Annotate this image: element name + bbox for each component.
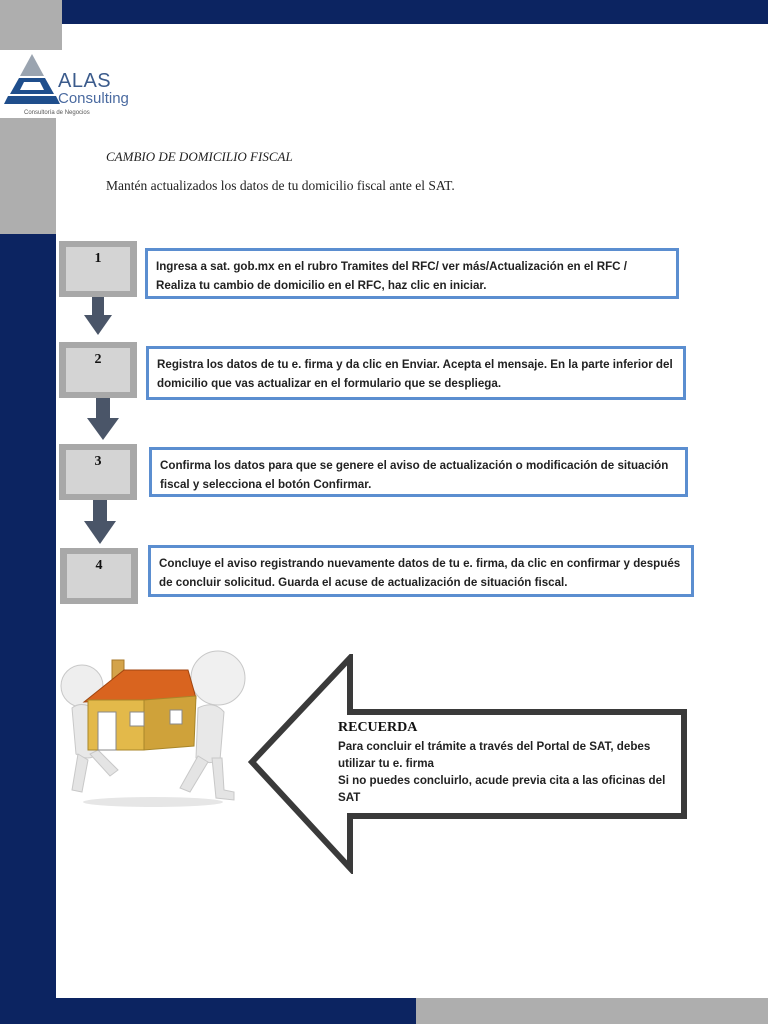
logo-tagline: Consultoría de Negocios bbox=[24, 110, 90, 116]
step-4-text: Concluye el aviso registrando nuevamente datos de tu e. firma, da clic en confirmar y después de concluir solicitud. Guarda el acuse de actualización de situación fiscal. bbox=[159, 557, 681, 589]
step-1-box bbox=[145, 248, 679, 299]
reminder-line-1: Para concluir el trámite a través del Portal de SAT, debes utilizar tu e. firma bbox=[338, 740, 651, 770]
step-2-text: Registra los datos de tu e. firma y da clic en Enviar. Acepta el mensaje. En la parte inferior del domicilio que vas actualizar en el formulario que se despliega. bbox=[157, 358, 673, 390]
step-1-text: Ingresa a sat. gob.mx en el rubro Tramites del RFC/ ver más/Actualización en el RFC / Realiza tu cambio de domicilio en el RFC, haz clic en iniciar. bbox=[156, 260, 627, 292]
reminder-block bbox=[338, 720, 668, 806]
step-2-number-box bbox=[59, 342, 137, 398]
step-1-number: 1 bbox=[66, 247, 130, 291]
page-title: CAMBIO DE DOMICILIO FISCAL bbox=[106, 149, 293, 164]
side-gray-block bbox=[0, 118, 56, 234]
bottom-navy-band bbox=[56, 998, 416, 1024]
down-arrow-icon bbox=[84, 297, 112, 335]
logo-name: ALAS bbox=[58, 70, 112, 92]
step-1-number-box bbox=[59, 241, 137, 297]
step-3-number-box bbox=[59, 444, 137, 500]
reminder-line-2: Si no puedes concluirlo, acude previa cita a las oficinas del SAT bbox=[338, 774, 666, 804]
step-4-number: 4 bbox=[67, 554, 131, 598]
top-band bbox=[62, 0, 768, 24]
bottom-gray-band bbox=[416, 998, 768, 1024]
step-4-box bbox=[148, 545, 694, 597]
people-carrying-house-illustration bbox=[58, 650, 248, 810]
reminder-title: RECUERDA bbox=[338, 720, 418, 735]
page-subtitle: Mantén actualizados los datos de tu domicilio fiscal ante el SAT. bbox=[106, 178, 455, 193]
step-2-number: 2 bbox=[66, 348, 130, 392]
step-3-box bbox=[149, 447, 688, 497]
logo-subname: Consulting bbox=[58, 90, 129, 107]
down-arrow-icon bbox=[87, 398, 119, 440]
corner-gray-block bbox=[0, 0, 62, 50]
side-navy-band bbox=[0, 234, 56, 1024]
step-3-number: 3 bbox=[66, 450, 130, 494]
pyramid-logo-icon bbox=[2, 52, 62, 110]
company-logo bbox=[0, 52, 140, 122]
step-4-number-box bbox=[60, 548, 138, 604]
step-3-text: Confirma los datos para que se genere el aviso de actualización o modificación de situación fiscal y selecciona el botón Confirmar. bbox=[160, 459, 669, 491]
step-2-box bbox=[146, 346, 686, 400]
down-arrow-icon bbox=[84, 500, 116, 544]
